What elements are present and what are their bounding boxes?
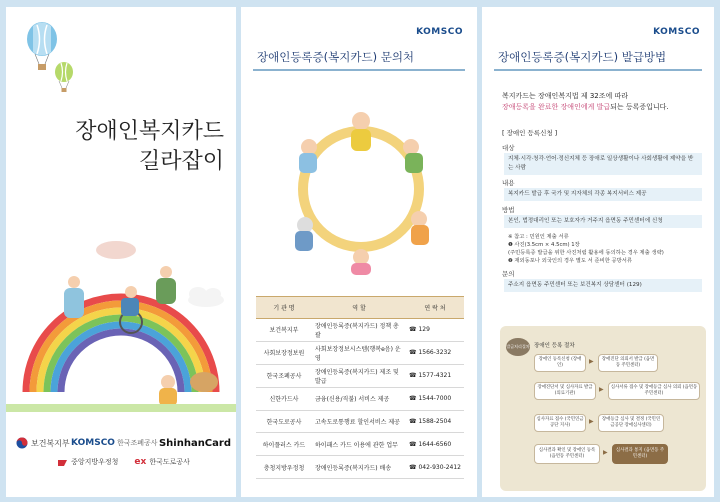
registration-header: [ 장애인 등록신청 ] <box>502 129 558 137</box>
figure-right-top <box>403 139 423 173</box>
table-row <box>256 456 464 479</box>
title-divider <box>253 69 465 71</box>
role-cell: 사회보장정보시스템(행복e음) 운영 <box>312 341 406 364</box>
inquiry-text: 주소지 읍면동 주민센터 또는 보건복지 상담센터 (129) <box>504 279 702 292</box>
role-cell: 장애인등록증(복지카드) 제조 및 발급 <box>312 364 406 387</box>
content-text: 복지카드 발급 후 국가 및 지자체의 각종 복지서비스 제공 <box>504 188 702 201</box>
process-step-4: 심사서류 접수 및 장애등급 심사 의뢰 (읍면동 주민센터) <box>608 382 700 400</box>
phone-icon: ☎ <box>409 372 417 380</box>
ex-icon: ex <box>134 457 147 467</box>
person-head <box>68 276 80 288</box>
org-cell: 하이플러스 카드 <box>256 433 312 456</box>
role-cell: 하이패스 카드 이용에 관한 업무 <box>312 433 406 456</box>
child-head <box>161 375 175 389</box>
contact-cell: ☎ 129 <box>406 319 464 342</box>
arrow-right-icon: ▶ <box>589 418 594 425</box>
role-cell: 장애인등록증(복지카드) 배송 <box>312 456 406 479</box>
figure-top <box>351 112 371 151</box>
phone-icon: ☎ <box>409 395 417 403</box>
issuance-title: 장애인등록증(복지카드) 발급방법 <box>498 50 667 64</box>
process-step-1: 장애인 등록신청 (장애인) <box>534 354 586 372</box>
wheelchair-person-head <box>125 286 137 298</box>
contact-cell: ☎ 1566-3232 <box>406 341 464 364</box>
title-divider <box>494 69 702 71</box>
cover-title <box>75 117 224 177</box>
table-row <box>256 319 464 342</box>
cake-bubble <box>96 241 136 259</box>
phone-icon: ☎ <box>409 418 417 425</box>
inquiry-panel <box>241 7 477 497</box>
process-step-7: 심사결과 확인 및 장애인 등록 (읍면동 주민센터) <box>534 444 600 464</box>
komsco-brand: KOMSCO <box>653 27 700 37</box>
org-cell: 충청지방우정청 <box>256 456 312 479</box>
cover-panel <box>6 7 236 497</box>
person-head-2 <box>160 266 172 278</box>
role-cell: 고속도로통행료 할인서비스 제공 <box>312 410 406 433</box>
org-cell: 한국도로공사 <box>256 410 312 433</box>
post-office-logo: 중앙지방우정청 <box>57 457 118 467</box>
role-cell: 금융(신용/직불) 서비스 제공 <box>312 387 406 410</box>
inquiry-title: 장애인등록증(복지카드) 문의처 <box>257 50 415 64</box>
phone-icon: ☎ <box>409 349 417 357</box>
process-tag: 발급처리절차 <box>506 338 530 356</box>
process-step-5: 심사자료 접수 (국민연금공단 지사) <box>534 414 586 432</box>
org-cell: 보건복지부 <box>256 319 312 342</box>
org-cell: 한국조폐공사 <box>256 364 312 387</box>
arrow-right-icon: ▶ <box>589 358 594 365</box>
col-header-role: 역 할 <box>312 297 406 319</box>
person-body <box>64 288 84 318</box>
figure-left-bottom <box>295 217 313 251</box>
arrow-right-icon: ▶ <box>599 386 604 393</box>
target-label: 대상 <box>502 144 515 152</box>
mohw-logo: 보건복지부 <box>16 437 70 449</box>
contact-cell: ☎ 1577-4321 <box>406 364 464 387</box>
taegeuk-icon <box>16 437 28 449</box>
col-header-contact: 연 락 처 <box>406 297 464 319</box>
process-step-2: 장애진단 의뢰서 발급 (읍면동 주민센터) <box>598 354 658 372</box>
figure-left-top <box>299 139 317 173</box>
shinhan-logo: ShinhanCard <box>158 437 231 449</box>
contact-cell: ☎ 1544-7000 <box>406 387 464 410</box>
guide-dog-icon <box>190 372 218 392</box>
col-header-org: 기 관 명 <box>256 297 312 319</box>
cloud <box>188 287 224 307</box>
hot-air-balloon-small-icon <box>53 61 75 97</box>
people-circle-illustration <box>281 107 441 277</box>
issuance-panel <box>482 7 714 497</box>
komsco-brand: KOMSCO <box>416 27 463 37</box>
phone-icon: ☎ <box>409 440 417 448</box>
person-body-2 <box>156 278 176 304</box>
content-label: 내용 <box>502 179 515 187</box>
contact-table <box>256 296 464 479</box>
process-step-3: 장애진단서 및 심사자료 발급 (의료기관) <box>534 382 596 400</box>
phone-icon: ☎ <box>409 463 417 471</box>
required-docs: ※ 참고 : 민원인 제출 서류 ❶ 사진(3.5cm × 4.5cm) 1장 (주민등록증 발급을 위한 사진처럼 활용에 동의하는 경우 제출 생략) ❷ 재외동포나 외국인의 경우 별도 서 준비한 공방서류 <box>508 234 664 264</box>
contact-cell: ☎ 1588-2504 <box>406 410 464 433</box>
phone-icon: ☎ <box>409 326 417 334</box>
arrow-right-icon: ▶ <box>603 449 608 456</box>
contact-cell: ☎ 042-930-2412 <box>406 456 464 479</box>
inquiry-label: 문의 <box>502 270 515 278</box>
method-label: 방법 <box>502 206 515 214</box>
role-cell: 장애인등록증(복지카드) 정책 총괄 <box>312 319 406 342</box>
cover-title-line1: 장애인복지카드 <box>75 119 224 144</box>
table-row <box>256 341 464 364</box>
table-row <box>256 364 464 387</box>
process-step-8: 심사결과 통지 (읍면동 주민센터) <box>612 444 668 464</box>
table-row <box>256 387 464 410</box>
table-header-row <box>256 297 464 319</box>
process-box <box>500 326 706 491</box>
cover-title-line2: 길라잡이 <box>138 149 224 174</box>
expressway-logo: ex 한국도로공사 <box>134 457 190 467</box>
contact-cell: ☎ 1644-6560 <box>406 433 464 456</box>
rainbow-illustration <box>6 232 236 412</box>
komsco-logo: KOMSCO 한국조폐공사 <box>71 438 158 448</box>
org-cell: 사회보장정보원 <box>256 341 312 364</box>
target-text: 지체·시각·청각·언어·정신지체 등 장애로 일상생활이나 사회생활에 제약을 받는 사람 <box>504 153 702 175</box>
logo-area <box>16 437 231 475</box>
org-cell: 신한카드사 <box>256 387 312 410</box>
post-office-icon <box>57 458 68 467</box>
figure-right-bottom <box>411 211 429 245</box>
table-row <box>256 410 464 433</box>
table-row <box>256 433 464 456</box>
intro-text: 복지카드는 장애인복지법 제 32조에 따라 장애등록을 완료한 장애인에게 발급되는 등록증입니다. <box>502 92 669 111</box>
method-text: 본인, 법정대리인 또는 보호자가 거주지 읍면동 주민센터에 신청 <box>504 215 702 228</box>
figure-bottom <box>351 249 371 275</box>
process-step-6: 장애등급 심사 및 결정 (국민연금공단 장애심사센터) <box>598 414 664 432</box>
process-title: 장애인 등록 절차 <box>534 343 575 349</box>
